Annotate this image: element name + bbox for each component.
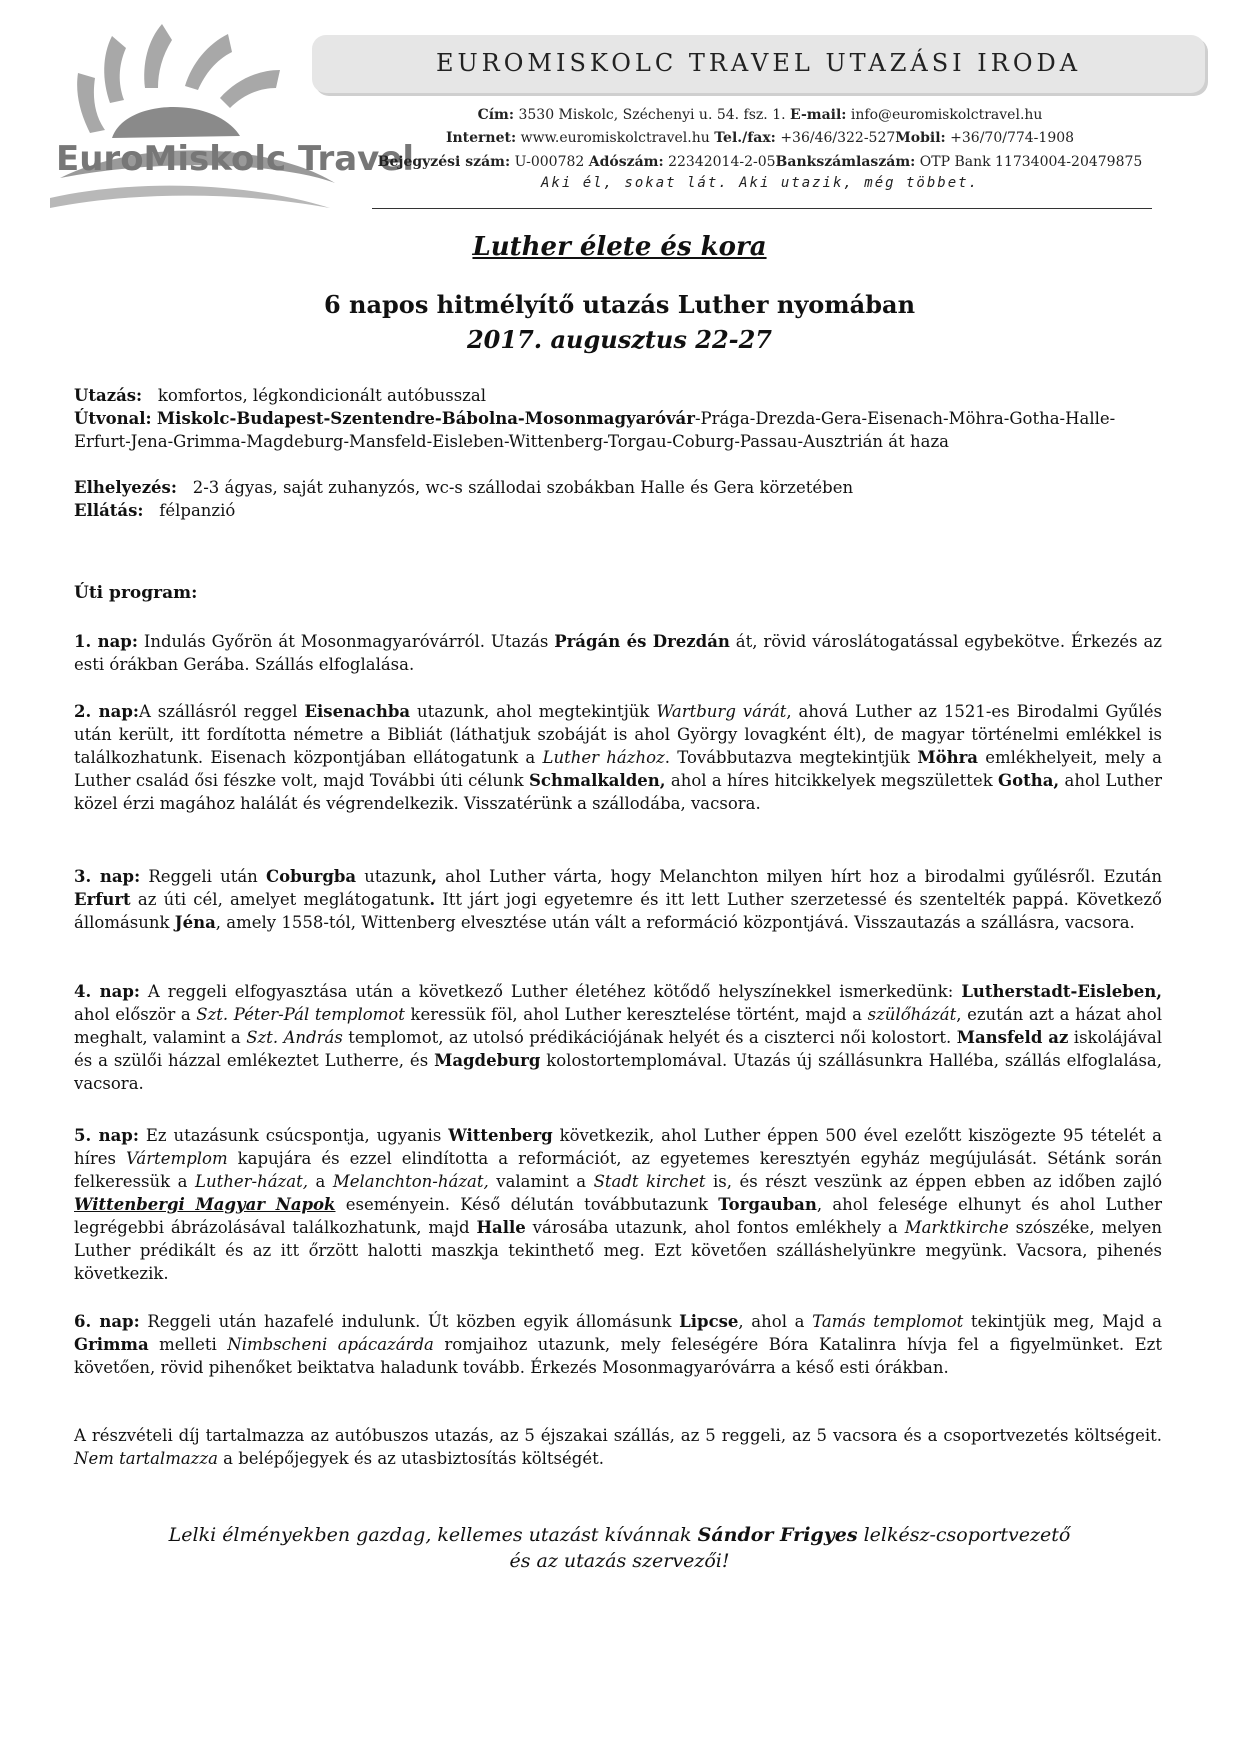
- agency-logo: [50, 18, 415, 228]
- day-text: utazunk: [356, 867, 432, 886]
- day-label: 6. nap:: [74, 1312, 140, 1331]
- day-text: A szállásról reggel: [138, 702, 305, 721]
- day-text: ahol Luther várta, hogy Melanchton milyen hírt hoz a birodalmi gyűlésről. Ezután: [437, 867, 1162, 886]
- punctuation: ,: [431, 867, 438, 886]
- place-name: Möhra: [917, 748, 978, 767]
- day-text: Reggeli után: [140, 867, 266, 886]
- price-info-paragraph: [74, 1424, 1162, 1470]
- slogan: Aki él, sokat lát. Aki utazik, még többet.: [540, 175, 979, 191]
- place-name: Lutherstadt-Eisleben,: [961, 982, 1163, 1001]
- day-text: , amely 1558-tól, Wittenberg elvesztése után vált a reformáció központjává. Visszautazás a szállásra, vacsora.: [215, 913, 1135, 932]
- day-text: , ahol a: [738, 1312, 813, 1331]
- place-name: Torgauban: [718, 1195, 817, 1214]
- place-name: Lipcse: [679, 1312, 739, 1331]
- closing-line-1: [0, 1522, 1239, 1548]
- day-3-paragraph: [74, 865, 1162, 934]
- sight-name: Melanchton-házat,: [332, 1172, 489, 1191]
- place-name: Prágán és Drezdán: [554, 632, 730, 651]
- accommodation-value: 2-3 ágyas, saját zuhanyzós, wc-s szállodai szobákban Halle és Gera körzetében: [192, 478, 854, 497]
- email-label: E-mail:: [790, 107, 847, 123]
- sight-name: Szt. András: [246, 1028, 343, 1047]
- day-1-paragraph: [74, 630, 1162, 676]
- day-text: utazunk, ahol megtekintjük: [410, 702, 657, 721]
- document-title: Luther élete és kora: [472, 232, 767, 262]
- address-label: Cím:: [477, 107, 515, 123]
- event-name: Wittenbergi Magyar Napok: [74, 1195, 336, 1214]
- tax-number: 22342014-2-05: [668, 154, 776, 170]
- day-4-paragraph: [74, 980, 1162, 1095]
- logo-text: EuroMiskolc Travel: [56, 139, 415, 179]
- accommodation-label: Elhelyezés:: [74, 478, 177, 497]
- telfax: +36/46/322-527: [780, 130, 896, 146]
- guide-name: Sándor Frigyes: [697, 1524, 858, 1546]
- sight-name: Luther házhoz: [542, 748, 665, 767]
- day-label: 5. nap:: [74, 1126, 139, 1145]
- day-text: kapujára és ezzel elindította a reformációt, az egyetemes keresztyén egyház megújulását. Sétánk során felkeressük a: [74, 1149, 1162, 1191]
- sight-name: Marktkirche: [904, 1218, 1009, 1237]
- day-text: melleti: [148, 1335, 228, 1354]
- bank-label: Bankszámlaszám:: [775, 154, 916, 170]
- travel-label: Utazás:: [74, 386, 143, 405]
- day-text: is, és részt veszünk az éppen ebben az időben zajló: [705, 1172, 1163, 1191]
- internet-label: Internet:: [445, 130, 517, 146]
- day-text: az úti cél, amelyet meglátogatunk: [130, 890, 430, 909]
- place-name: Erfurt: [74, 890, 131, 909]
- day-text: romjaihoz utazunk, mely feleségére Bóra Katalinra hívja fel a figyelmünket. Ezt követően, rövid pihenőket beiktatva haladunk tovább. Érkezés Mosonmagyaróvárra a késő esti órákban.: [74, 1335, 1162, 1377]
- telfax-label: Tel./fax:: [714, 130, 776, 146]
- day-text: , ahová Luther az 1521-es Birodalmi Gyűlés után került, itt fordította németre a Bibliát (láthatjuk szobáját is ahol György lovagként élt), de magyar történelmi emlékkel is találkozhatunk. Eisenach központjában ellátogatunk a: [74, 702, 1162, 767]
- day-text: Reggeli után hazafelé indulunk. Út közben egyik állomásunk: [139, 1312, 680, 1331]
- agency-name-banner: [312, 35, 1205, 93]
- day-text: emlékhelyeit, mely a Luther család ősi fészke volt, majd További úti célunk: [74, 748, 1162, 790]
- sight-name: Nimbscheni apácazárda: [227, 1335, 434, 1354]
- day-text: A reggeli elfogyasztása után a következő Luther életéhez kötődő helyszínekkel ismerkedünk:: [139, 982, 962, 1001]
- info-board: [74, 499, 1164, 522]
- place-name: Coburgba: [265, 867, 357, 886]
- day-label: 2. nap:: [74, 702, 139, 721]
- place-name: Halle: [476, 1218, 526, 1237]
- day-text: Indulás Győrön át Mosonmagyaróvárról. Utazás: [137, 632, 555, 651]
- contact-line-registration: [330, 151, 1190, 173]
- travel-value: komfortos, légkondicionált autóbusszal: [157, 386, 486, 405]
- agency-name: EUROMISKOLC TRAVEL UTAZÁSI IRODA: [435, 49, 1082, 77]
- place-name: Magdeburg: [434, 1051, 541, 1070]
- info-route: [74, 407, 1164, 453]
- board-value: félpanzió: [159, 501, 236, 520]
- sight-name: Tamás templomot: [812, 1312, 964, 1331]
- header-divider: [372, 208, 1152, 209]
- reg-label: Bejegyzési szám:: [377, 154, 511, 170]
- day-text: Itt járt jogi egyetemre és itt lett Luther szerzetessé és szentelték pappá. Következő állomásunk: [74, 890, 1162, 932]
- day-text: . Továbbutazva megtekintjük: [664, 748, 918, 767]
- day-5-paragraph: [74, 1124, 1162, 1285]
- closing-text: Lelki élményekben gazdag, kellemes utazást kívánnak: [168, 1524, 698, 1546]
- program-heading: Úti program:: [74, 583, 198, 603]
- day-text: iskolájával és a szülői házzal emlékeztet Lutherre, és: [74, 1028, 1162, 1070]
- bank-account: OTP Bank 11734004-20479875: [919, 154, 1143, 170]
- email: info@euromiskolctravel.hu: [850, 107, 1043, 123]
- day-text: keressük föl, ahol Luther keresztelése történt, majd a: [404, 1005, 868, 1024]
- day-label: 3. nap:: [74, 867, 141, 886]
- sight-name: Szt. Péter-Pál templomot: [196, 1005, 405, 1024]
- day-6-paragraph: [74, 1310, 1162, 1379]
- mobil: +36/70/774-1908: [950, 130, 1075, 146]
- reg-number: U-000782: [514, 154, 585, 170]
- route-label: Útvonal:: [74, 409, 152, 428]
- day-label: 1. nap:: [74, 632, 138, 651]
- sight-name: Stadt kirchet: [593, 1172, 706, 1191]
- day-text: valamint a: [488, 1172, 594, 1191]
- day-text: eseményein. Késő délután továbbutazunk: [335, 1195, 719, 1214]
- day-text: át, rövid városlátogatással egybekötve. Érkezés az esti órákban Gerába. Szállás elfoglalása.: [74, 632, 1162, 674]
- closing-line-2: és az utazás szervezői!: [509, 1550, 730, 1572]
- place-name: Wittenberg: [448, 1126, 553, 1145]
- route-rest: -Prága-Drezda-Gera-Eisenach-Möhra-Gotha-Halle-Erfurt-Jena-Grimma-Magdeburg-Mansfeld-Eisleben-Wittenberg-Torgau-Coburg-Passau-Ausztrián át haza: [74, 409, 1116, 451]
- day-text: ahol először a: [74, 1005, 197, 1024]
- day-text: Ez utazásunk csúcspontja, ugyanis: [138, 1126, 449, 1145]
- day-text: templomot, az utolsó prédikációjának helyét és a ciszterci női kolostort.: [342, 1028, 957, 1047]
- place-name: Eisenachba: [304, 702, 411, 721]
- closing-greeting: [0, 1522, 1239, 1574]
- day-text: ahol Luther közel érzi magához halálát és végrendelkezik. Visszatérünk a szállodába, vacsora.: [74, 771, 1163, 813]
- sight-name: Luther-házat,: [195, 1172, 308, 1191]
- price-text: A részvételi díj tartalmazza az autóbuszos utazás, az 5 éjszakai szállás, az 5 reggeli, az 5 vacsora és a csoportvezetés költségeit.: [74, 1426, 1162, 1445]
- internet: www.euromiskolctravel.hu: [520, 130, 710, 146]
- contact-line-phone: [330, 127, 1190, 149]
- route-bold: Miskolc-Budapest-Szentendre-Bábolna-Mosonmagyaróvár: [156, 409, 695, 428]
- sun-logo-icon: [50, 18, 415, 228]
- day-label: 4. nap:: [74, 982, 140, 1001]
- price-exclusion: Nem tartalmazza: [74, 1449, 218, 1468]
- mobil-label: Mobil:: [895, 130, 946, 146]
- day-text: városába utazunk, ahol fontos emlékhely a: [525, 1218, 905, 1237]
- place-name: Jéna: [174, 913, 216, 932]
- sight-name: szülőházát: [867, 1005, 957, 1024]
- closing-text: lelkész-csoportvezető: [857, 1524, 1071, 1546]
- trip-date: 2017. augusztus 22-27: [466, 325, 773, 354]
- board-label: Ellátás:: [74, 501, 144, 520]
- info-travel: [74, 384, 1164, 407]
- day-text: szószéke, melyen Luther prédikált és az itt őrzött halotti maszkja tekinthető meg. Ezt követően szálláshelyünkre megyünk. Vacsora, pihenés következik.: [74, 1218, 1162, 1283]
- sight-name: Vártemplom: [126, 1149, 228, 1168]
- punctuation: .: [429, 890, 436, 909]
- place-name: Gotha,: [998, 771, 1060, 790]
- place-name: Grimma: [74, 1335, 149, 1354]
- tax-label: Adószám:: [588, 154, 664, 170]
- day-2-paragraph: [74, 700, 1162, 815]
- price-text: a belépőjegyek és az utasbiztosítás költségét.: [217, 1449, 604, 1468]
- day-text: kolostortemplomával. Utazás új szállásunkra Halléba, szállás elfoglalása, vacsora.: [74, 1051, 1162, 1093]
- day-text: ahol a híres hitcikkelyek megszülettek: [665, 771, 999, 790]
- contact-line-address: [330, 104, 1190, 126]
- sight-name: Wartburg várát: [656, 702, 787, 721]
- day-text: , ezután azt a házat ahol meghalt, valamint a: [74, 1005, 1162, 1047]
- place-name: Mansfeld az: [956, 1028, 1069, 1047]
- day-text: , ahol felesége elhunyt és ahol Luther legrégebbi ábrázolásával találkozhatunk, majd: [74, 1195, 1162, 1237]
- day-text: a: [307, 1172, 333, 1191]
- document-subtitle: 6 napos hitmélyítő utazás Luther nyomában: [323, 290, 916, 319]
- day-text: tekintjük meg, Majd a: [963, 1312, 1162, 1331]
- day-text: következik, ahol Luther éppen 500 ével ezelőtt kiszögezte 95 tételét a híres: [74, 1126, 1162, 1168]
- info-accommodation: [74, 476, 1164, 499]
- place-name: Schmalkalden,: [528, 771, 666, 790]
- address: 3530 Miskolc, Széchenyi u. 54. fsz. 1.: [518, 107, 786, 123]
